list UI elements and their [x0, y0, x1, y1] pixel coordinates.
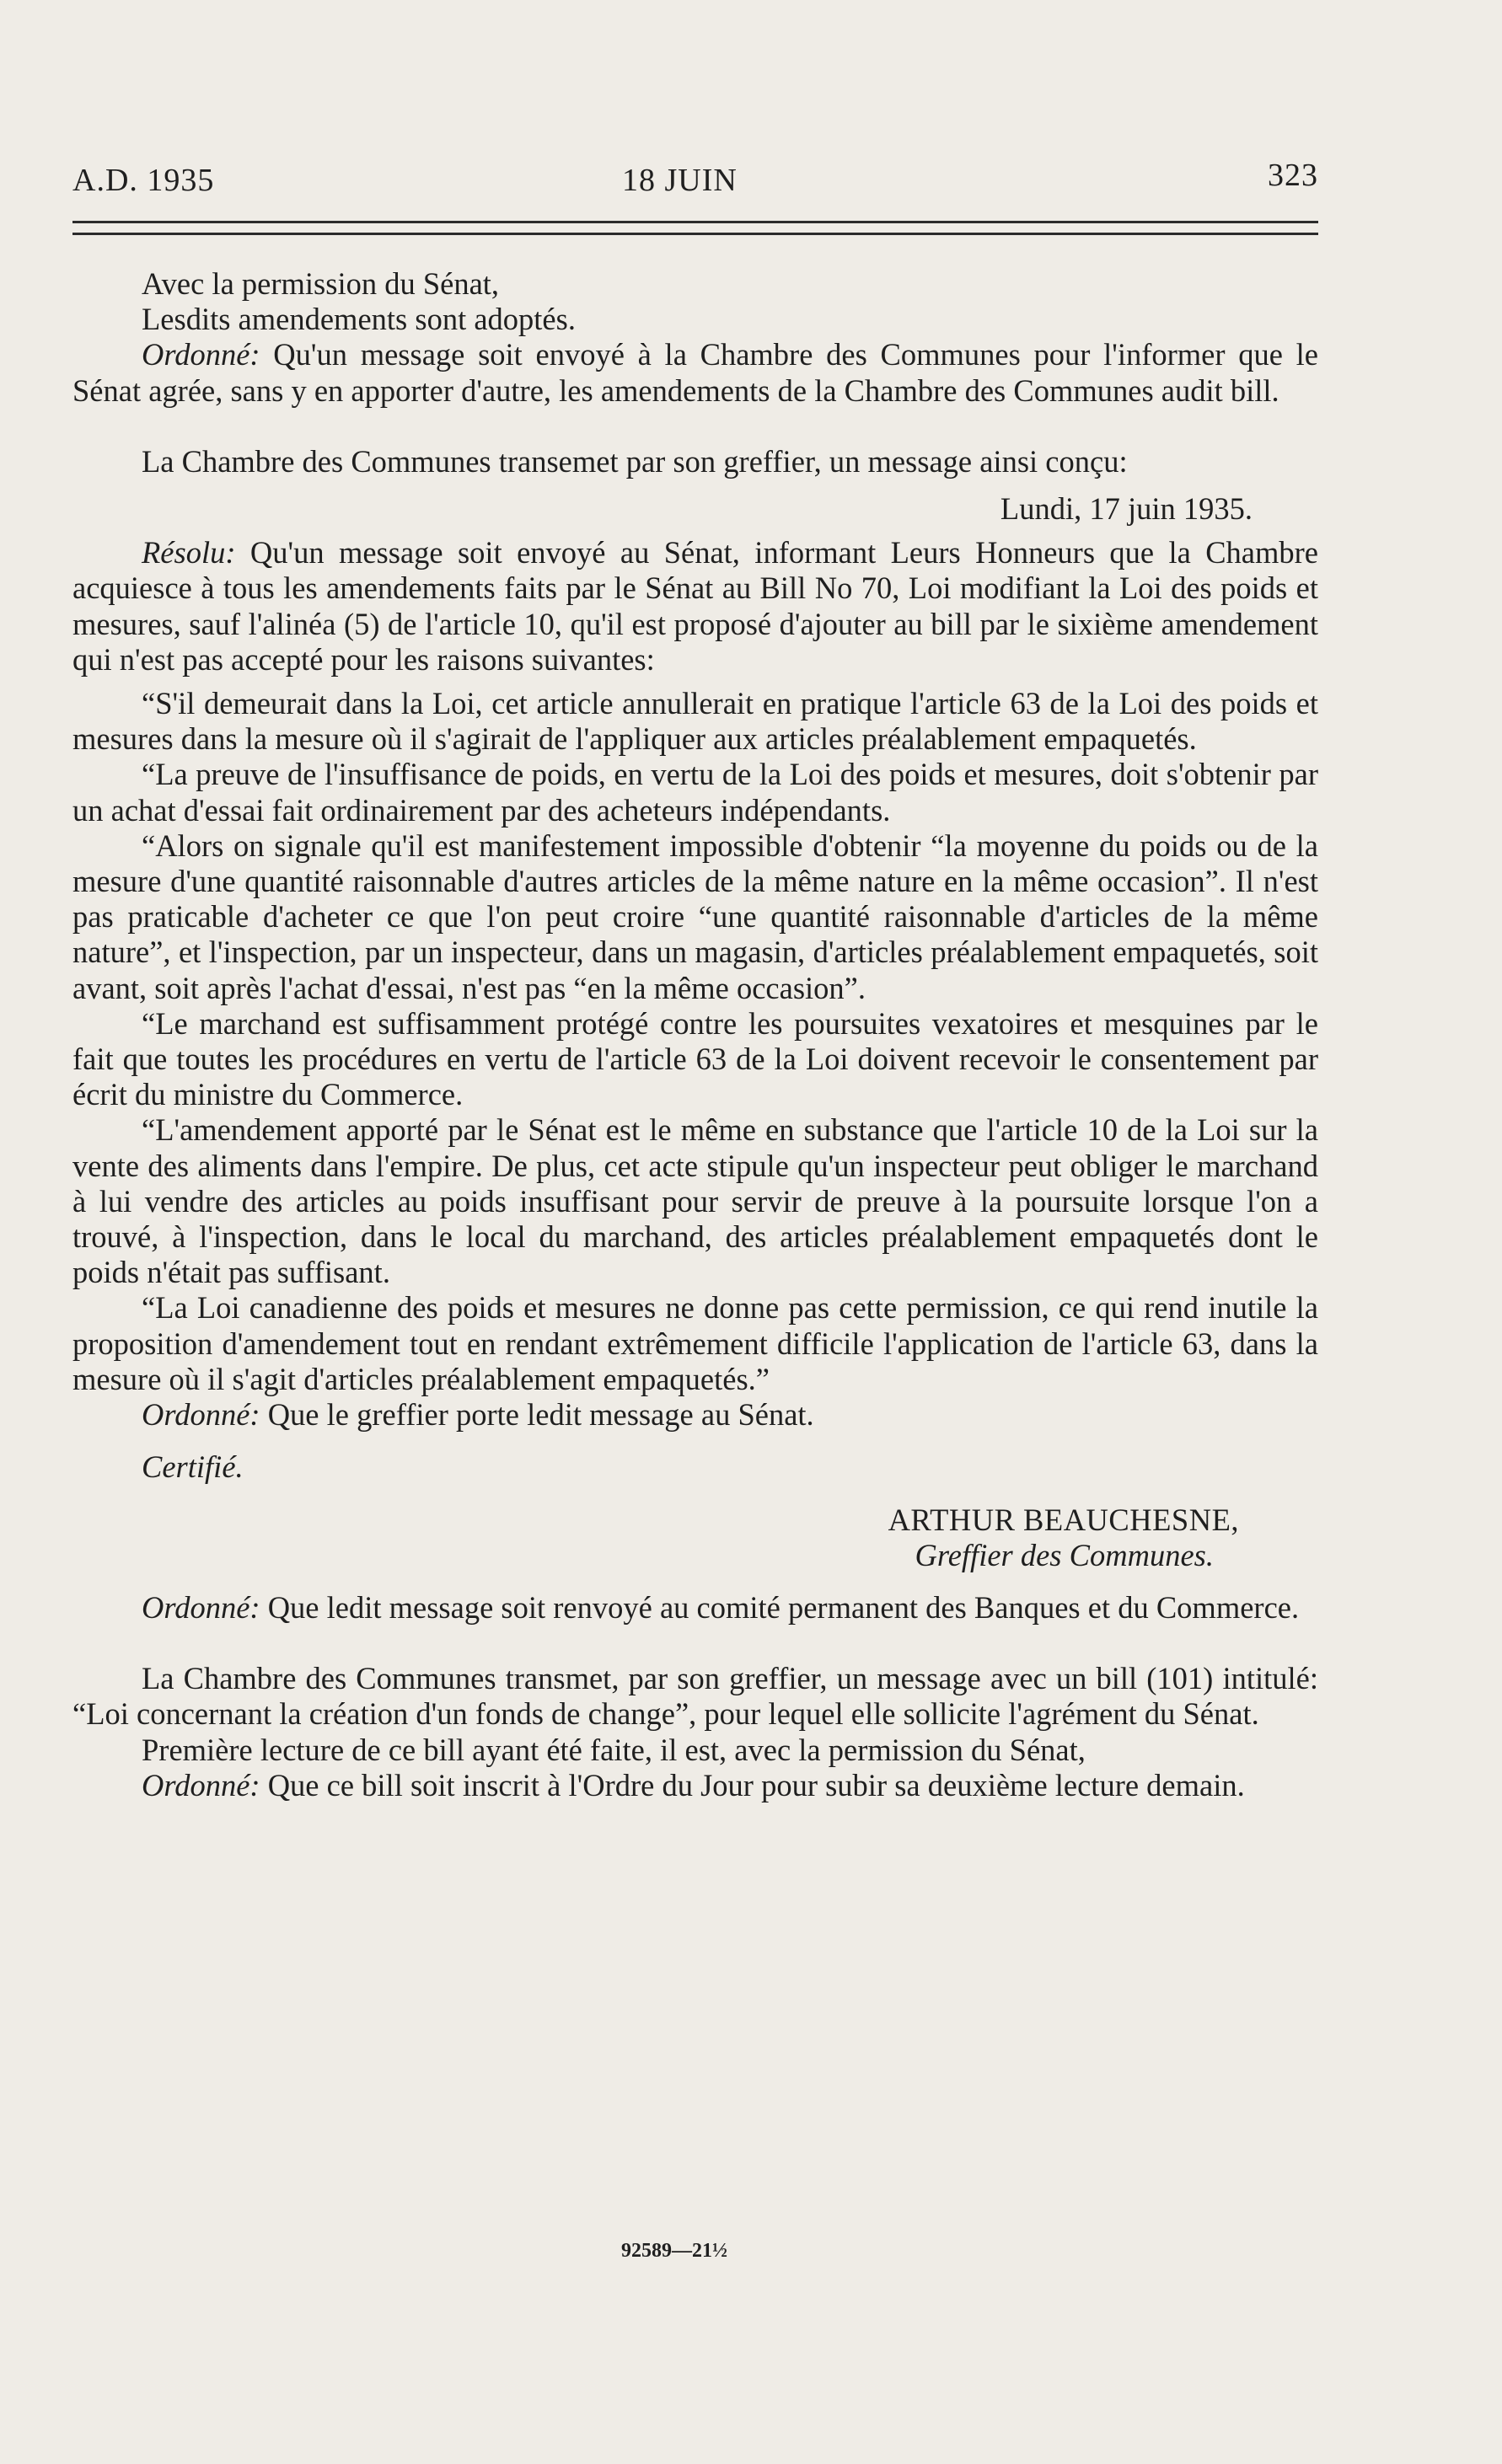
paragraph-text: Qu'un message soit envoyé au Sénat, informant Leurs Honneurs que la Chambre acquiesce à tous les amendements faits par le Sénat au Bill No 70, Loi modifiant la Loi des poids et mesures, sauf l'alinéa (5) de l'article 10, qu'il est proposé d'ajouter au bill par le sixième amendement qui n'est pas accepté pour les raisons suivantes: — [72, 535, 1318, 677]
paragraph — [72, 337, 1318, 408]
quoted-paragraph: “S'il demeurait dans la Loi, cet article annullerait en pratique l'article 63 de la Loi des poids et mesures dans la mesure où il s'agirait de l'appliquer aux articles préalablement empaquetés. — [72, 686, 1318, 757]
header-date: 18 JUIN — [622, 163, 738, 198]
paragraph-lead: Ordonné: — [142, 337, 260, 372]
quoted-paragraph: “La Loi canadienne des poids et mesures ne donne pas cette permission, ce qui rend inutile la proposition d'amendement tout en rendant extrêmement difficile l'application de l'article 63, dans la mesure où il s'agit d'articles préalablement empaquetés.” — [72, 1290, 1318, 1396]
paragraph — [72, 1590, 1318, 1626]
paragraph-lead: Résolu: — [142, 535, 236, 570]
quoted-paragraph: “Alors on signale qu'il est manifestement impossible d'obtenir “la moyenne du poids ou de la mesure d'une quantité raisonnable d'autres articles de la même nature en la même occasion”. Il n'est pas praticable d'acheter ce que l'on peut croire “une quantité raisonnable d'articles de la même nature”, et l'inspection, par un inspecteur, dans un magasin, d'articles préalablement empaquetés, soit avant, soit après l'achat d'essai, n'est pas “en la même occasion”. — [72, 828, 1318, 1005]
paragraph: La Chambre des Communes transmet, par son greffier, un message avec un bill (101) intitulé: “Loi concernant la création d'un fonds de change”, pour lequel elle sollicite l'agrément du Sénat. — [72, 1661, 1318, 1732]
paragraph: La Chambre des Communes transemet par son greffier, un message ainsi conçu: — [142, 443, 1128, 479]
message-date: Lundi, 17 juin 1935. — [1000, 491, 1253, 527]
quoted-paragraph: “La preuve de l'insuffisance de poids, en vertu de la Loi des poids et mesures, doit s'obtenir par un achat d'essai fait ordinairement par des acheteurs indépendants. — [72, 757, 1318, 828]
paragraph: Avec la permission du Sénat, — [142, 266, 500, 301]
header-rule-bottom — [72, 233, 1318, 235]
certification: Certifié. — [142, 1449, 244, 1485]
quoted-paragraph: “L'amendement apporté par le Sénat est le même en substance que l'article 10 de la Loi sur la vente des aliments dans l'empire. De plus, cet acte stipule qu'un inspecteur peut obliger le marchand à lui vendre des articles au poids insuffisant pour servir de preuve à la poursuite lorsque l'on a trouvé, à l'inspection, dans le local du marchand, des articles préalablement empaquetés dont le poids n'était pas suffisant. — [72, 1112, 1318, 1290]
paragraph-lead: Ordonné: — [142, 1397, 260, 1433]
paragraph — [72, 1397, 1318, 1433]
paragraph-lead: Ordonné: — [142, 1589, 260, 1625]
header-year: A.D. 1935 — [72, 163, 215, 198]
paragraph — [72, 535, 1318, 678]
paragraph: Lesdits amendements sont adoptés. — [142, 302, 576, 337]
paragraph — [72, 1768, 1318, 1803]
running-header — [72, 158, 1318, 204]
print-code: 92589—21½ — [621, 2240, 727, 2262]
paragraph-lead: Ordonné: — [142, 1767, 260, 1802]
page-number: 323 — [1268, 158, 1318, 193]
document-body — [72, 266, 1318, 1803]
paragraph: Première lecture de ce bill ayant été faite, il est, avec la permission du Sénat, — [142, 1732, 1086, 1767]
quoted-paragraph: “Le marchand est suffisamment protégé contre les poursuites vexatoires et mesquines par le fait que toutes les procédures en vertu de l'article 63 de la Loi doivent recevoir le consentement par écrit du ministre du Commerce. — [72, 1005, 1318, 1112]
signature-name: ARTHUR BEAUCHESNE, — [888, 1502, 1239, 1537]
signature-title: Greffier des Communes. — [915, 1537, 1214, 1572]
paragraph-text: Que ce bill soit inscrit à l'Ordre du Jour pour subir sa deuxième lecture demain. — [260, 1767, 1245, 1802]
header-rule-top — [72, 221, 1318, 223]
paragraph-text: Qu'un message soit envoyé à la Chambre des Communes pour l'informer que le Sénat agrée, sans y en apporter d'autre, les amendements de la Chambre des Communes audit bill. — [72, 337, 1318, 408]
paragraph-text: Que le greffier porte ledit message au Sénat. — [260, 1397, 814, 1433]
paragraph-text: Que ledit message soit renvoyé au comité permanent des Banques et du Commerce. — [260, 1589, 1300, 1625]
